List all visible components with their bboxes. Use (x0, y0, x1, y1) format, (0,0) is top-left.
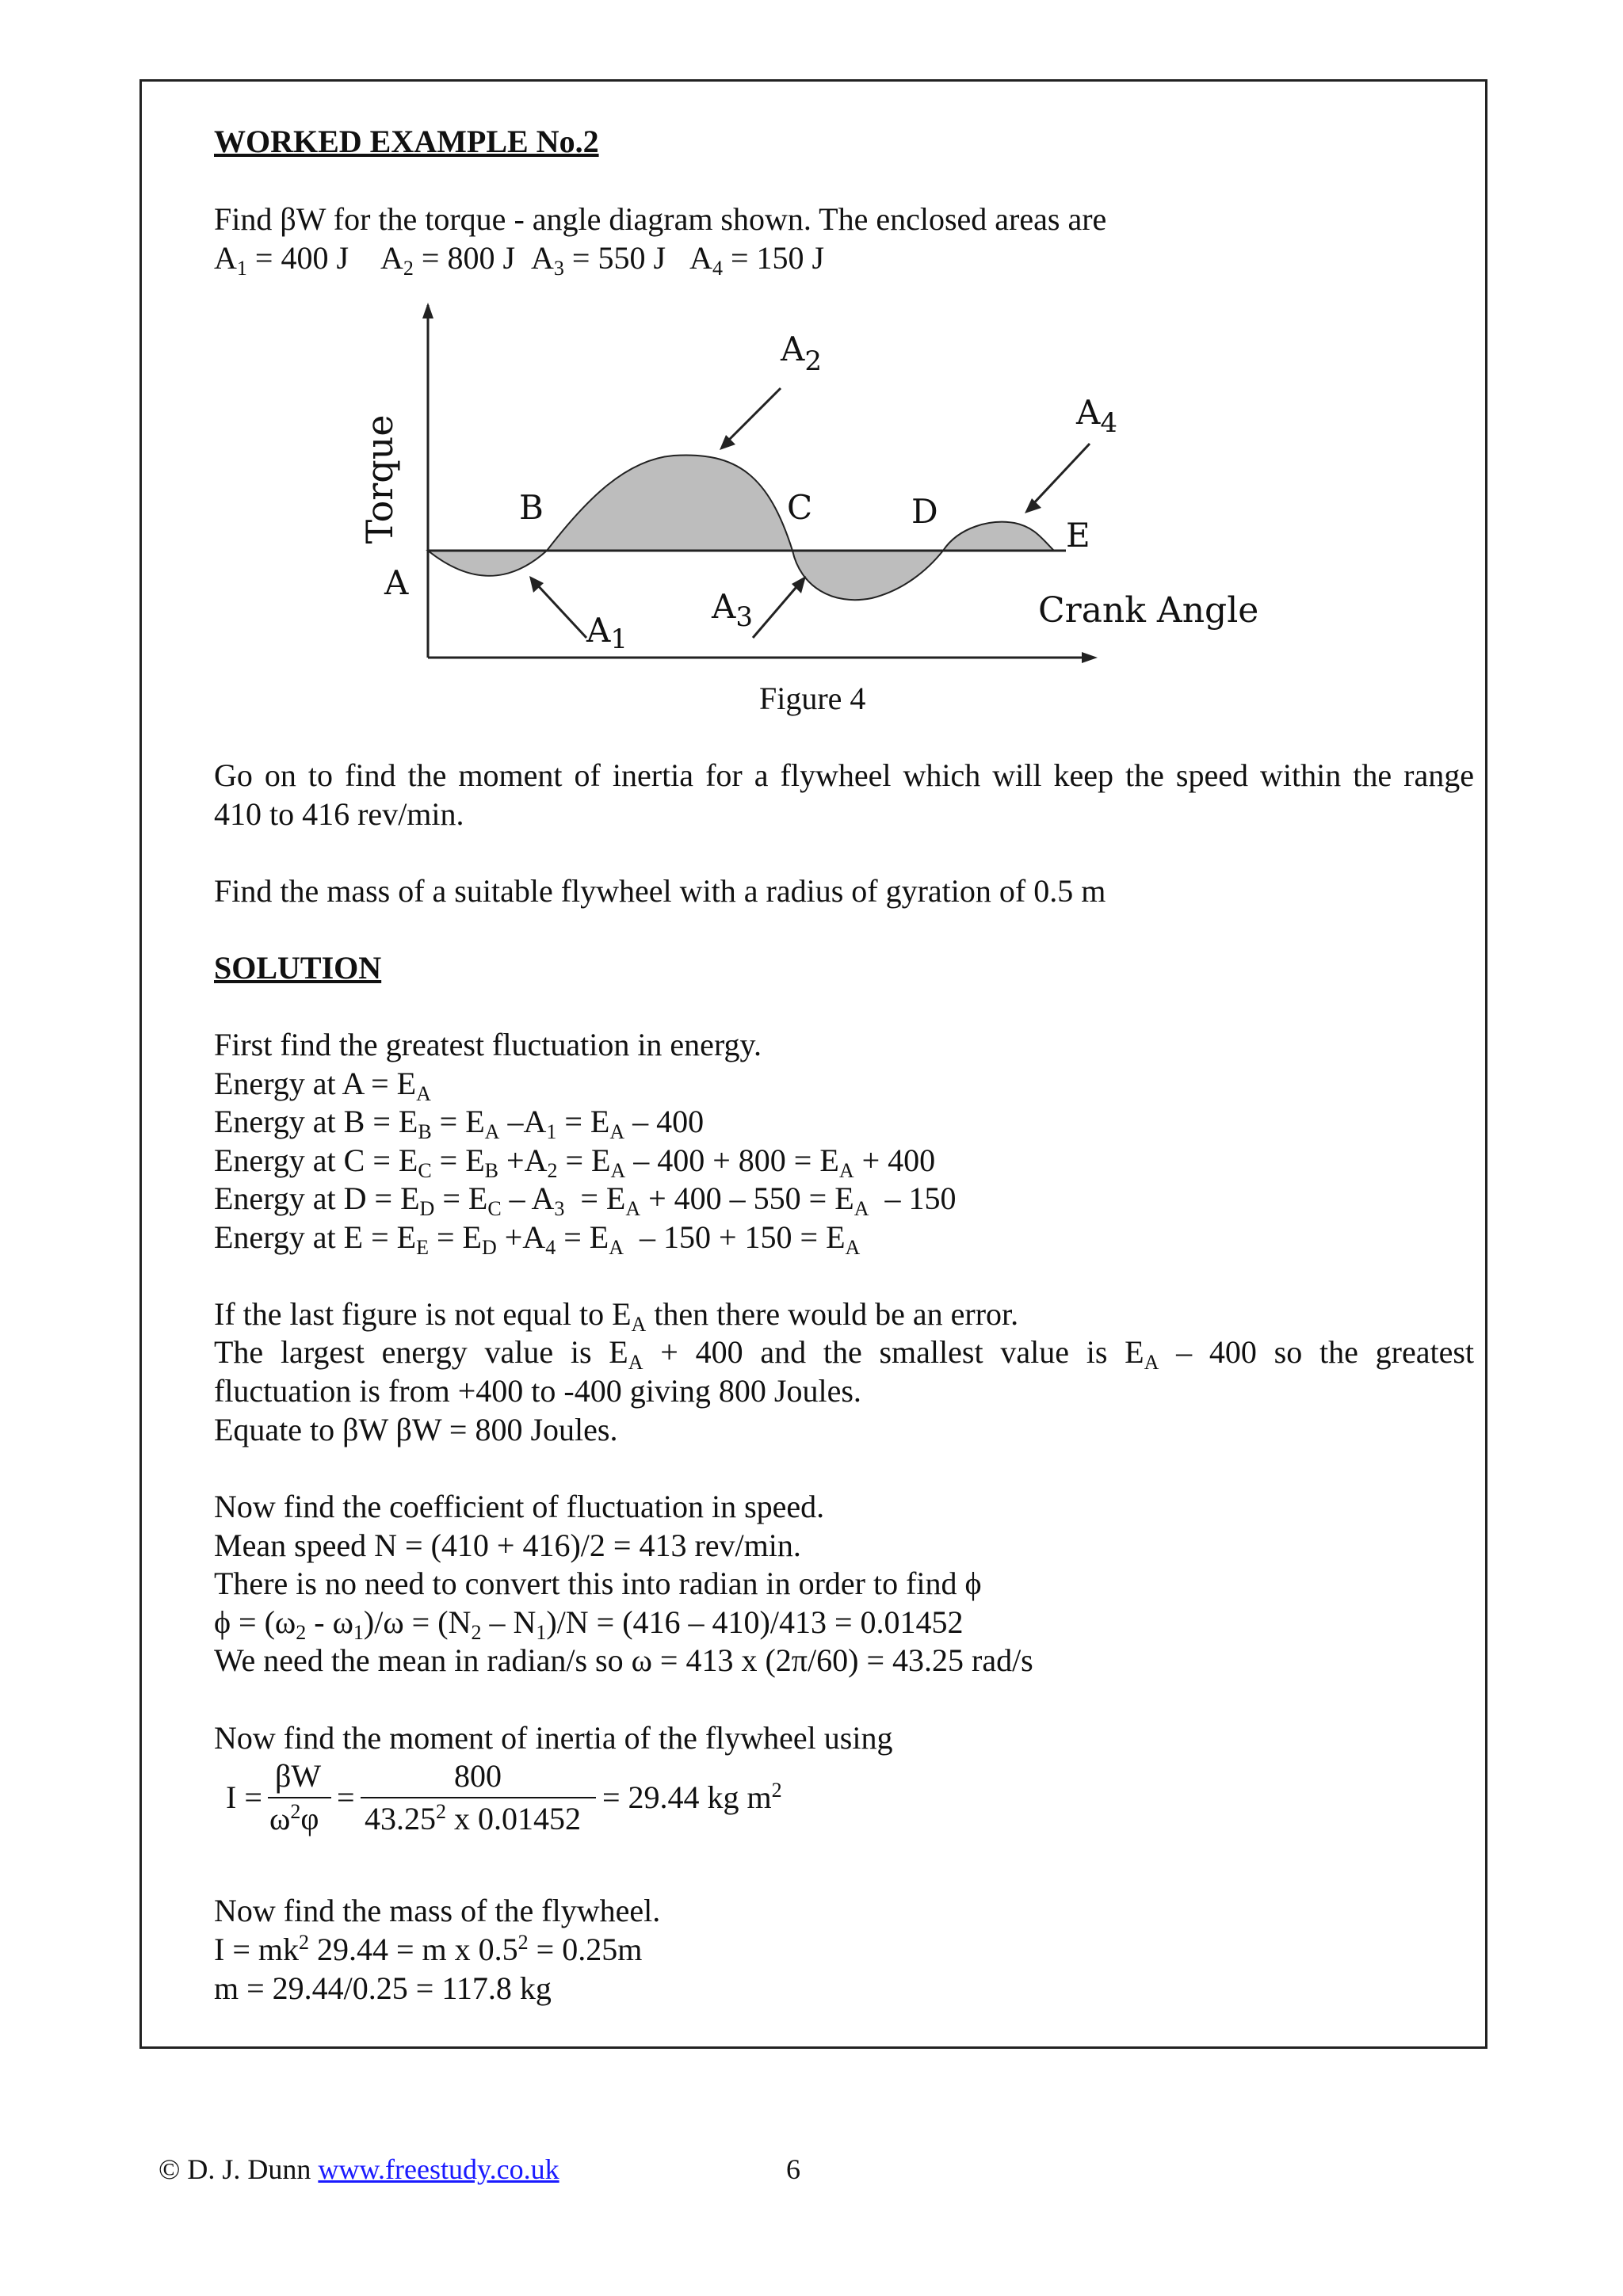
task-line-3: Find the mass of a suitable flywheel with a radius of gyration of 0.5 m (214, 873, 1106, 909)
area4-label: $A_4$ (1076, 393, 1117, 439)
x-axis-label: Crank Angle (1038, 590, 1259, 631)
point-a-label: A (384, 563, 409, 602)
check-line-4: Equate to βW βW = 800 Joules. (214, 1412, 618, 1447)
energy-at-c: Energy at $C = E_C = E_B +A_2 = E_A - 400 + 800 = E_A + 400$ (214, 1142, 936, 1182)
arrow-a3 (753, 582, 800, 638)
arrow-a2 (725, 388, 781, 444)
figure-caption: Figure 4 (759, 681, 866, 716)
arrow-a4 (1030, 444, 1090, 507)
y-axis-label: Torque (358, 414, 401, 544)
arrow-a1 (535, 582, 586, 638)
footer-copyright: © D. J. Dunn www.freestudy.co.uk (158, 2153, 559, 2185)
y-axis-arrow (422, 303, 433, 318)
speed-line-5: We need the mean in radian/s so ω = 413 x (2π/60) = 43.25 rad/s (214, 1642, 1033, 1678)
fraction-bar-2 (361, 1797, 596, 1798)
energy-at-a: Energy at $A = E_A$ (214, 1066, 431, 1105)
equation-result: = 29.44 kg $m^2$ (602, 1779, 782, 1815)
footer-link[interactable]: www.freestudy.co.uk (318, 2153, 559, 2185)
solution-heading: SOLUTION (214, 950, 382, 986)
area1-label: A1 (586, 611, 628, 655)
area-a1-region (428, 551, 547, 576)
mass-line-1: Now find the mass of the flywheel. (214, 1893, 661, 1928)
energy-at-e: Energy at $E = E_E = E_D +A_4 = E_A - 150 + 150 = E_A$ (214, 1219, 861, 1259)
task-line-1: Go on to find the moment of inertia for a flywheel which will keep the speed within the range (214, 757, 1474, 793)
area-a2-region (547, 455, 792, 551)
equals-sign: = (337, 1779, 355, 1815)
arrow-a4-head (1025, 498, 1041, 513)
numerator-2: 800 (454, 1758, 502, 1794)
check-line-1: If the last figure is not equal to $E_A$ then there would be an error. (214, 1296, 1019, 1336)
intro-line: Find βW for the torque - angle diagram shown. The enclosed areas are (214, 201, 1107, 237)
energy-at-d: Energy at $D = E_D = E_C - A_3 = E_A + 400 - 550 = E_A - 150$ (214, 1180, 957, 1220)
point-c-label: C (787, 488, 813, 527)
x-axis-arrow (1082, 652, 1098, 663)
energy-at-b: Energy at $B = E_B = E_A$ $-A_1 = E_A - 400$ (214, 1104, 705, 1143)
torque-angle-diagram (325, 285, 1308, 673)
speed-line-4: $\phi = (\omega_2 - \omega_1)/\omega = (N_2 - N_1)/N = (416 - 410)/413 = 0.01452$ (214, 1604, 964, 1644)
area-a3-region (792, 551, 943, 600)
areas-line: $A_1 = 400$ J $A_2 = 800$ J $A_3 = 550$ J $A_4 = 150$ J (214, 240, 825, 280)
mass-line-2: $I = mk^2$ 29.44 = m x $0.5^2 = 0.25m$ (214, 1931, 643, 1967)
denominator-1: $\omega^2\varphi$ (269, 1800, 319, 1836)
check-line-3: fluctuation is from +400 to -400 giving 800 Joules. (214, 1373, 861, 1409)
worked-example-heading: WORKED EXAMPLE No.2 (214, 124, 599, 159)
page-number: 6 (786, 2153, 800, 2185)
point-b-label: B (519, 488, 544, 527)
speed-line-2: Mean speed N = (410 + 416)/2 = 413 rev/min. (214, 1527, 801, 1563)
task-line-2: 410 to 416 rev/min. (214, 796, 464, 832)
check-line-2: The largest energy value is $E_A + 400$ and the smallest value is $E_A - 400$ so the greatest (214, 1334, 1474, 1374)
area3-label: $A_3$ (712, 587, 753, 633)
speed-line-3: There is no need to convert this into radian in order to find ϕ (214, 1566, 982, 1601)
area-a4-region (943, 522, 1054, 551)
inertia-line-1: Now find the moment of inertia of the flywheel using (214, 1720, 893, 1756)
numerator-1: βW (275, 1758, 322, 1794)
energy-intro: First find the greatest fluctuation in energy. (214, 1027, 762, 1062)
point-e-label: E (1066, 516, 1090, 555)
area2-label: $A_2$ (781, 330, 822, 377)
denominator-2: 43.25$^2$ x 0.01452 (365, 1800, 581, 1836)
speed-line-1: Now find the coefficient of fluctuation in speed. (214, 1489, 825, 1524)
mass-line-3: m = 29.44/0.25 = 117.8 kg (214, 1970, 552, 2006)
point-d-label: D (911, 492, 938, 531)
fraction-bar-1 (268, 1797, 331, 1798)
equation-lhs: I = (226, 1779, 262, 1815)
